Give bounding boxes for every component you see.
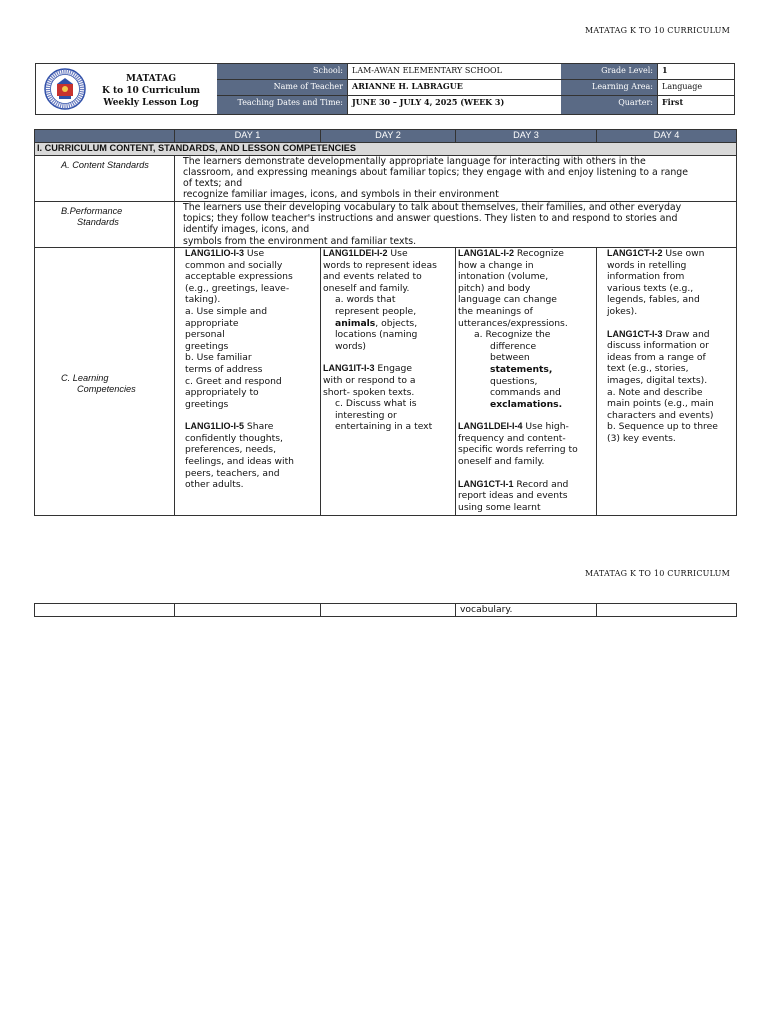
- competency-line: a. words that: [335, 294, 396, 306]
- continued-cell: [175, 604, 321, 617]
- competency-text: Share: [244, 421, 274, 433]
- competency-line: c. Discuss what is: [335, 398, 417, 410]
- school-label: School:: [217, 64, 347, 80]
- competency-line: taking).: [185, 294, 221, 306]
- learning-competencies-label: [35, 247, 175, 515]
- brand-subtitle: K to 10 Curriculum: [101, 86, 201, 96]
- competency-line: entertaining in a text: [335, 421, 433, 433]
- competency-line: preferences, needs,: [185, 444, 276, 456]
- competency-line: and events related to: [323, 271, 422, 283]
- competency-line: greetings: [185, 398, 229, 410]
- competency-line: appropriately to: [185, 387, 259, 399]
- competency-line: (3) key events.: [607, 432, 676, 444]
- competency-line: c. Greet and respond: [185, 375, 282, 387]
- content-standards-line: classroom, and expressing meanings about familiar topics; they engage with and enjoy listening to a range: [183, 166, 688, 178]
- performance-standards-row: [35, 201, 737, 247]
- competency-line: confidently thoughts,: [185, 432, 283, 444]
- content-standards-label-text: A. Content Standards: [61, 159, 149, 170]
- day-4-competencies: [597, 247, 737, 515]
- competency-line: other adults.: [185, 479, 244, 491]
- competency-line: commands and: [490, 387, 561, 399]
- competency-text: Engage: [374, 363, 413, 375]
- competency-line: discuss information or: [607, 340, 709, 352]
- competency-line: frequency and content-: [458, 432, 566, 444]
- quarter-value: First: [657, 96, 735, 114]
- teacher-label: Name of Teacher: [217, 80, 347, 96]
- performance-standards-label-line1: B.Performance: [61, 205, 123, 216]
- competency-line: using some learnt: [458, 501, 541, 513]
- competency-line: specific words referring to: [458, 444, 578, 456]
- competency-line: locations (naming: [335, 329, 418, 341]
- competency-text: Recognize: [514, 247, 564, 259]
- competency-line: oneself and family.: [458, 456, 545, 468]
- competency-line: words): [335, 340, 366, 352]
- competency-line: pitch) and body: [458, 282, 531, 294]
- competency-text: Record and: [513, 478, 569, 490]
- lesson-log-table-continued: [34, 603, 737, 617]
- content-standards-text: [175, 155, 737, 201]
- competency-line: characters and events): [607, 409, 714, 421]
- day-header-row: [35, 130, 737, 143]
- learning-competencies-row: [35, 247, 737, 515]
- day-3-competencies: [456, 247, 597, 515]
- content-standards-line: The learners demonstrate developmentally appropriate language for interacting with others in the: [183, 155, 646, 167]
- performance-standards-line: identify images, icons, and: [183, 224, 310, 236]
- competency-line: statements,: [490, 363, 553, 375]
- competency-line: text (e.g., stories,: [607, 363, 689, 375]
- lesson-log-header: [35, 63, 735, 115]
- grade-level-label: Grade Level:: [561, 64, 657, 80]
- competency-line: b. Sequence up to three: [607, 421, 718, 433]
- performance-standards-text: [175, 201, 737, 247]
- day-1-header: DAY 1: [175, 130, 321, 143]
- competency-line: intonation (volume,: [458, 271, 549, 283]
- competency-line: b. Use familiar: [185, 352, 252, 364]
- competency-line: language can change: [458, 294, 557, 306]
- competency-line: a. Use simple and: [185, 305, 268, 317]
- competency-text: , objects,: [375, 317, 418, 329]
- competency-line: legends, fables, and: [607, 294, 700, 306]
- content-standards-row: [35, 155, 737, 201]
- competency-emphasis: animals: [335, 317, 376, 329]
- continued-row: [35, 604, 737, 617]
- school-value: LAM-AWAN ELEMENTARY SCHOOL: [347, 64, 561, 80]
- competency-text: Use high-: [522, 421, 569, 433]
- brand-title: MATATAG: [125, 74, 177, 84]
- running-header: MATATAG K TO 10 CURRICULUM: [584, 569, 730, 578]
- competency-text: Draw and: [662, 328, 710, 340]
- competency-code: LANG1LIO-I-5: [185, 421, 245, 432]
- competency-line: peers, teachers, and: [185, 467, 280, 479]
- competency-line: words in retelling: [607, 259, 687, 271]
- competency-code: LANG1LDEI-I-2: [323, 247, 388, 258]
- competency-line: utterances/expressions.: [458, 317, 568, 329]
- competency-line: various texts (e.g.,: [607, 282, 694, 294]
- continued-cell: [321, 604, 456, 617]
- day-1-competencies: [175, 247, 321, 515]
- competency-line: interesting or: [335, 409, 397, 421]
- competency-line: jokes).: [607, 305, 638, 317]
- continued-cell-day-3: vocabulary.: [456, 604, 597, 617]
- day-4-header: DAY 4: [597, 130, 737, 143]
- competency-line: short- spoken texts.: [323, 386, 415, 398]
- competency-line: information from: [607, 271, 685, 283]
- day-2-competencies: [321, 247, 456, 515]
- competency-line: ideas from a range of: [607, 351, 706, 363]
- brand-doc-type: Weekly Lesson Log: [103, 98, 199, 108]
- competency-line: questions,: [490, 375, 538, 387]
- content-standards-line: of texts; and: [183, 178, 243, 190]
- competency-code: LANG1IT-I-3: [323, 363, 375, 374]
- competency-line: (e.g., greetings, leave-: [185, 282, 290, 294]
- continued-cell: [35, 604, 175, 617]
- content-standards-line: recognize familiar images, icons, and symbols in their environment: [183, 189, 499, 201]
- competency-line: main points (e.g., main: [607, 398, 714, 410]
- learning-competencies-label-line2: Competencies: [77, 384, 136, 395]
- competency-line: appropriate: [185, 317, 239, 329]
- brand-block: [86, 73, 216, 109]
- teaching-dates-label: Teaching Dates and Time:: [217, 96, 347, 114]
- competency-line: exclamations.: [490, 398, 563, 410]
- competency-code: LANG1CT-I-3: [607, 328, 663, 339]
- competency-text: Use: [387, 247, 408, 259]
- competency-line: oneself and family.: [323, 282, 410, 294]
- competency-line: personal: [185, 329, 225, 341]
- lesson-log-table: [34, 129, 737, 516]
- competency-line: common and socially: [185, 259, 283, 271]
- logo-cell: [36, 64, 218, 114]
- teacher-value: ARIANNE H. LABRAGUE: [347, 80, 561, 96]
- competency-line: report ideas and events: [458, 490, 568, 502]
- section-title: I. CURRICULUM CONTENT, STANDARDS, AND LESSON COMPETENCIES: [35, 142, 737, 155]
- performance-standards-line: The learners use their developing vocabulary to talk about themselves, their families, and other everyday: [183, 201, 682, 213]
- day-2-header: DAY 2: [321, 130, 456, 143]
- competency-line: images, digital texts).: [607, 374, 708, 386]
- continued-cell: [597, 604, 737, 617]
- section-row: [35, 142, 737, 155]
- competency-line: a. Note and describe: [607, 386, 703, 398]
- quarter-label: Quarter:: [561, 96, 657, 114]
- learning-area-label: Learning Area:: [561, 80, 657, 96]
- content-standards-label: [35, 155, 175, 201]
- competency-line: terms of address: [185, 363, 263, 375]
- corner-cell: [35, 130, 175, 143]
- competency-line: represent people,: [335, 305, 417, 317]
- competency-line: acceptable expressions: [185, 271, 293, 283]
- learning-competencies-label-line1: C. Learning: [61, 372, 109, 383]
- performance-standards-line: topics; they follow teacher's instructions and answer questions. They listen to and respond to stories and: [183, 213, 678, 225]
- competency-code: LANG1LDEI-I-4: [458, 421, 523, 432]
- performance-standards-line: symbols from the environment and familiar texts.: [183, 235, 417, 247]
- learning-area-value: Language: [657, 80, 735, 96]
- performance-standards-label: [35, 201, 175, 247]
- competency-line: with or respond to a: [323, 374, 416, 386]
- competency-code: LANG1CT-I-2: [607, 247, 663, 258]
- competency-line: greetings: [185, 340, 229, 352]
- competency-code: LANG1LIO-I-3: [185, 247, 245, 258]
- competency-line: the meanings of: [458, 305, 533, 317]
- competency-line: words to represent ideas: [323, 259, 437, 271]
- performance-standards-label-line2: Standards: [77, 217, 119, 228]
- teaching-dates-value: JUNE 30 – JULY 4, 2025 (WEEK 3): [347, 96, 561, 114]
- competency-line: how a change in: [458, 259, 534, 271]
- day-3-header: DAY 3: [456, 130, 597, 143]
- competency-text: Use: [244, 247, 265, 259]
- running-header: MATATAG K TO 10 CURRICULUM: [584, 26, 730, 35]
- competency-text: Use own: [662, 247, 705, 259]
- deped-seal-icon: [44, 68, 86, 110]
- competency-code: LANG1AL-I-2: [458, 247, 514, 258]
- competency-code: LANG1CT-I-1: [458, 478, 514, 489]
- grade-level-value: 1: [657, 64, 735, 80]
- competency-line: feelings, and ideas with: [185, 456, 294, 468]
- competency-line: difference: [490, 340, 537, 352]
- competency-line: between: [490, 352, 530, 364]
- competency-line: a. Recognize the: [474, 329, 551, 341]
